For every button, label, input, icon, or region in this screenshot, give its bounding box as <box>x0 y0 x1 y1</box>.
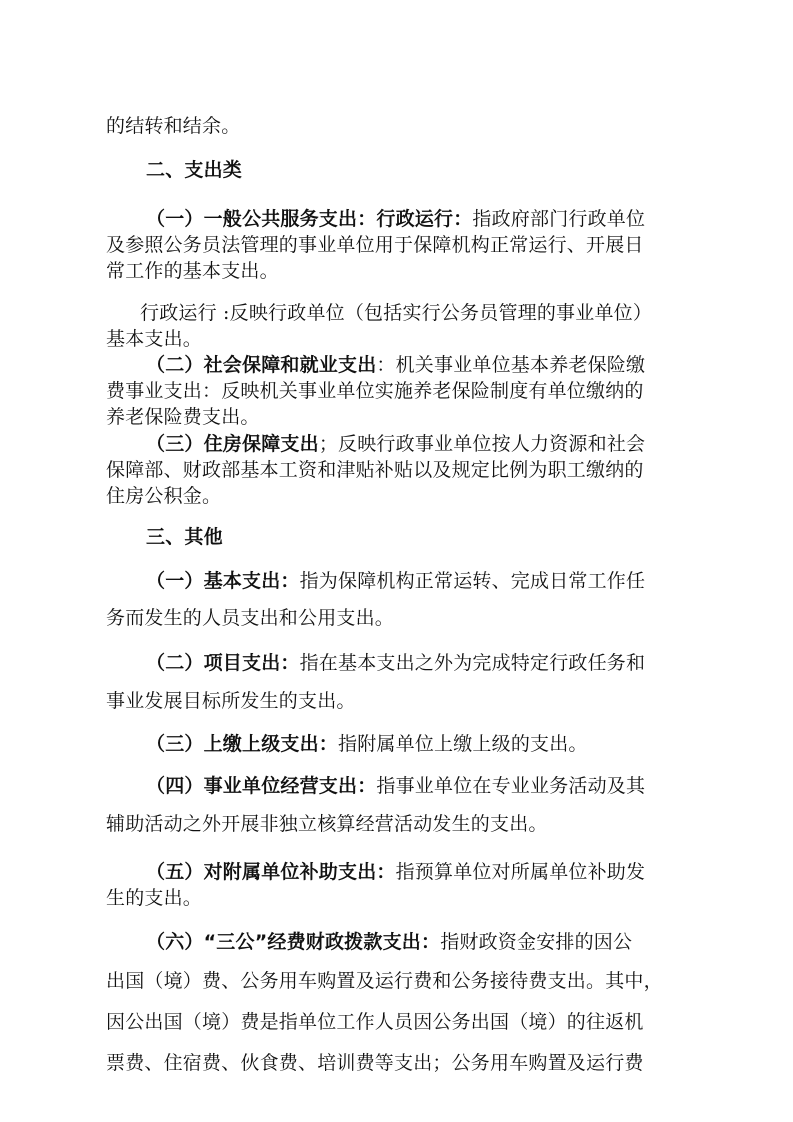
paragraph-line-24: （六）“三公”经费财政拨款支出：指财政资金安排的因公 <box>146 931 633 953</box>
paragraph-line-13: 住房公积金。 <box>106 485 222 507</box>
paragraph-line-6: 行政运行 :反映行政单位（包括实行公务员管理的事业单位） <box>140 302 653 324</box>
paragraph-line-25: 出国（境）费、公务用车购置及运行费和公务接待费支出。其中， <box>106 970 663 992</box>
paragraph-line-11: （三）住房保障支出；反映行政事业单位按人力资源和社会 <box>146 433 646 455</box>
paragraph-line-12: 保障部、财政部基本工资和津贴补贴以及规定比例为职工缴纳的 <box>106 459 644 481</box>
paragraph-line-18: 事业发展目标所发生的支出。 <box>106 690 356 712</box>
paragraph-line-15: （一）基本支出：指为保障机构正常运转、完成日常工作任 <box>146 570 646 592</box>
paragraph-line-17: （二）项目支出：指在基本支出之外为完成特定行政任务和 <box>146 652 646 674</box>
paragraph-line-26: 因公出国（境）费是指单位工作人员因公务出国（境）的往返机 <box>106 1011 644 1033</box>
paragraph-line-20: （四）事业单位经营支出：指事业单位在专业业务活动及其 <box>146 775 646 797</box>
paragraph-line-7: 基本支出。 <box>106 328 203 350</box>
paragraph-line-9: 费事业支出：反映机关事业单位实施养老保险制度有单位缴纳的 <box>106 380 644 402</box>
paragraph-line-19: （三）上缴上级支出：指附属单位上缴上级的支出。 <box>146 733 588 755</box>
paragraph-line-21: 辅助活动之外开展非独立核算经营活动发生的支出。 <box>106 813 548 835</box>
section-heading-14: 三、其他 <box>146 526 223 548</box>
paragraph-line-27: 票费、住宿费、伙食费、培训费等支出；公务用车购置及运行费 <box>106 1052 644 1074</box>
paragraph-line-5: 常工作的基本支出。 <box>106 260 279 282</box>
paragraph-line-4: 及参照公务员法管理的事业单位用于保障机构正常运行、开展日 <box>106 234 644 256</box>
paragraph-line-16: 务而发生的人员支出和公用支出。 <box>106 607 395 629</box>
paragraph-line-22: （五）对附属单位补助支出：指预算单位对所属单位补助发 <box>146 861 646 883</box>
paragraph-line-3: （一）一般公共服务支出：行政运行：指政府部门行政单位 <box>146 208 646 230</box>
paragraph-line-10: 养老保险费支出。 <box>106 406 260 428</box>
paragraph-line-8: （二）社会保障和就业支出：机关事业单位基本养老保险缴 <box>146 354 646 376</box>
section-heading-2: 二、支出类 <box>146 159 243 181</box>
text-line-1: 的结转和结余。 <box>106 115 241 137</box>
paragraph-line-23: 生的支出。 <box>106 887 203 909</box>
